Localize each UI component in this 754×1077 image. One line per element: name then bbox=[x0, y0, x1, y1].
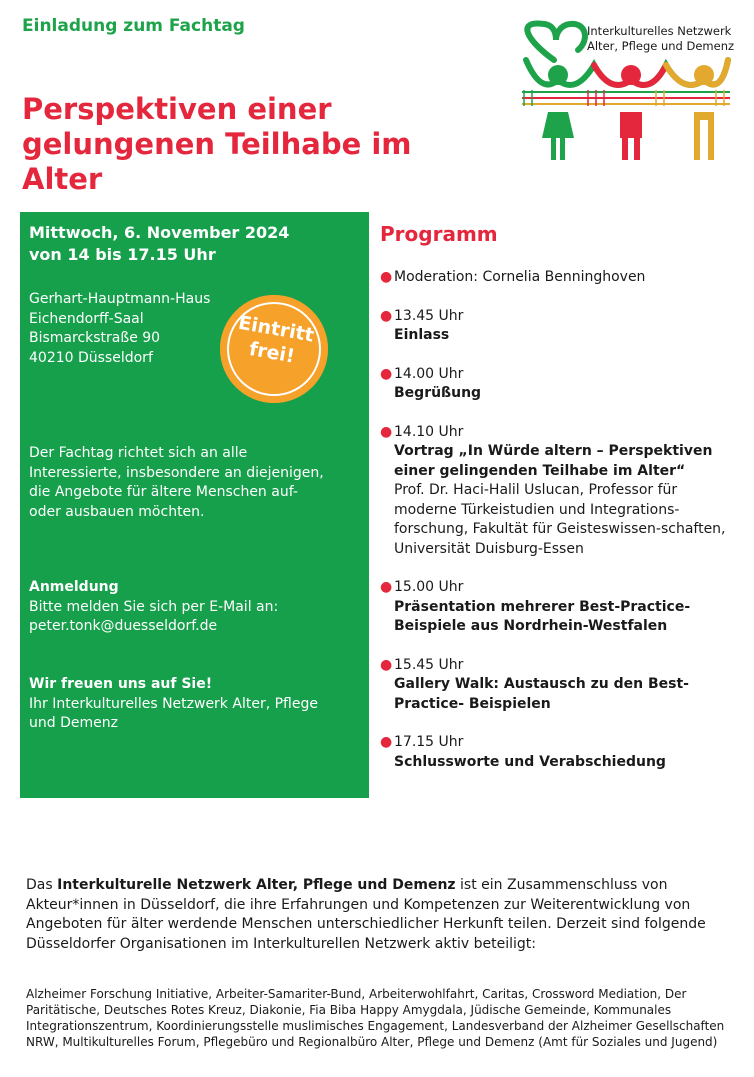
registration-title: Anmeldung bbox=[29, 579, 119, 595]
bullet-icon: ● bbox=[380, 365, 393, 382]
invite-heading: Einladung zum Fachtag bbox=[22, 16, 245, 36]
item-title: Präsentation mehrerer Best-Practice-Beispiele aus Nordrhein-Westfalen bbox=[394, 598, 691, 634]
programm-item bbox=[380, 365, 740, 404]
venue-address bbox=[29, 290, 210, 368]
programm-item bbox=[380, 307, 740, 346]
item-title: Vortrag „In Würde altern – Perspektiven einer gelingenden Teilhabe im Alter“ bbox=[394, 443, 713, 479]
logo-line-2: Alter, Pflege und Demenz bbox=[587, 39, 735, 53]
registration-text: Bitte melden Sie sich per E-Mail an: bbox=[29, 598, 279, 615]
bullet-icon: ● bbox=[380, 307, 393, 324]
bullet-icon: ● bbox=[380, 656, 393, 673]
venue-line: Bismarckstraße 90 bbox=[29, 330, 161, 346]
item-detail: Prof. Dr. Haci-Halil Uslucan, Professor für moderne Türkeistudien und Integrations-forschung, Fakultät für Geisteswissen-schaften, Universität Duisburg-Essen bbox=[394, 482, 726, 557]
moderation-text: Moderation: Cornelia Benninghoven bbox=[394, 269, 646, 285]
time-line: von 14 bis 17.15 Uhr bbox=[29, 245, 216, 264]
footer-lead: Das bbox=[26, 877, 58, 893]
programm-item bbox=[380, 578, 740, 637]
logo-text bbox=[587, 24, 734, 54]
venue-line: Gerhart-Hauptmann-Haus bbox=[29, 291, 211, 307]
item-time: 14.10 Uhr bbox=[394, 423, 464, 440]
logo-line-1: Interkulturelles Netzwerk bbox=[587, 24, 732, 38]
item-title: Begrüßung bbox=[394, 385, 482, 401]
programm-item bbox=[380, 268, 740, 288]
registration-email-link[interactable]: peter.tonk@duesseldorf.de bbox=[29, 618, 218, 634]
bullet-icon: ● bbox=[380, 269, 393, 285]
info-box bbox=[20, 212, 369, 798]
programm-item bbox=[380, 656, 740, 715]
event-date bbox=[29, 222, 289, 266]
item-time: 17.15 Uhr bbox=[394, 734, 464, 750]
bullet-icon: ● bbox=[380, 423, 393, 440]
badge-line-1: Eintritt bbox=[236, 311, 316, 347]
bullet-icon: ● bbox=[380, 734, 393, 750]
registration bbox=[29, 578, 278, 637]
programm-item bbox=[380, 423, 740, 560]
closing-title: Wir freuen uns auf Sie! bbox=[29, 676, 213, 692]
item-time: 13.45 Uhr bbox=[394, 307, 464, 324]
item-time: 15.00 Uhr bbox=[394, 579, 464, 595]
intro-text: Der Fachtag richtet sich an alle Interessierte, insbesondere an diejenigen, die Angebote für ältere Menschen auf- oder ausbauen möchten. bbox=[29, 445, 324, 520]
item-time: 15.45 Uhr bbox=[394, 656, 464, 673]
closing-text: Ihr Interkulturelles Netzwerk Alter, Pflege und Demenz bbox=[29, 695, 318, 731]
item-time: 14.00 Uhr bbox=[394, 365, 464, 382]
footer-text: ist ein Zusammenschluss von Akteur*innen in Düsseldorf, die ihre Erfahrungen und Kompetenzen zur Weiterentwicklung von Angeboten für älter werdende Menschen unterschiedlicher Herkunft teilen. Derzeit sind folgende Düsseldorfer Organisationen im Interkulturellen Netzwerk aktiv beteiligt: bbox=[26, 877, 706, 952]
badge-line-2: frei! bbox=[247, 338, 297, 368]
item-title: Schlussworte und Verabschiedung bbox=[394, 753, 666, 770]
closing bbox=[29, 675, 349, 734]
programm-list bbox=[380, 268, 740, 772]
programm-item bbox=[380, 733, 740, 772]
item-title: Gallery Walk: Austausch zu den Best-Practice- Beispielen bbox=[394, 676, 689, 712]
date-line: Mittwoch, 6. November 2024 bbox=[29, 223, 290, 242]
free-entry-badge bbox=[220, 295, 328, 403]
programm-heading: Programm bbox=[380, 222, 498, 246]
organizations-list: Alzheimer Forschung Initiative, Arbeiter-Samariter-Bund, Arbeiterwohlfahrt, Caritas, Crossword Mediation, Der Paritätische, Deutsches Rotes Kreuz, Diakonie, Fia Biba Happy Amygdala, Jüdische Gemeinde, Kommunales Integrationszentrum, Koordinierungsstelle muslimisches Engagement, Landesverband der Alzheimer Gesellschaften NRW, Multikulturelles Forum, Pflegebüro und Regionalbüro Alter, Pflege und Demenz (Amt für Soziales und Jugend) bbox=[26, 987, 725, 1049]
page-title: Perspektiven einer gelungenen Teilhabe im Alter bbox=[22, 92, 412, 196]
item-title: Einlass bbox=[394, 327, 450, 343]
footer-network-name: Interkulturelle Netzwerk Alter, Pflege und Demenz bbox=[57, 877, 456, 893]
venue-line: 40210 Düsseldorf bbox=[29, 349, 153, 366]
network-description bbox=[26, 876, 731, 954]
venue-line: Eichendorff-Saal bbox=[29, 310, 144, 327]
bullet-icon: ● bbox=[380, 579, 393, 595]
